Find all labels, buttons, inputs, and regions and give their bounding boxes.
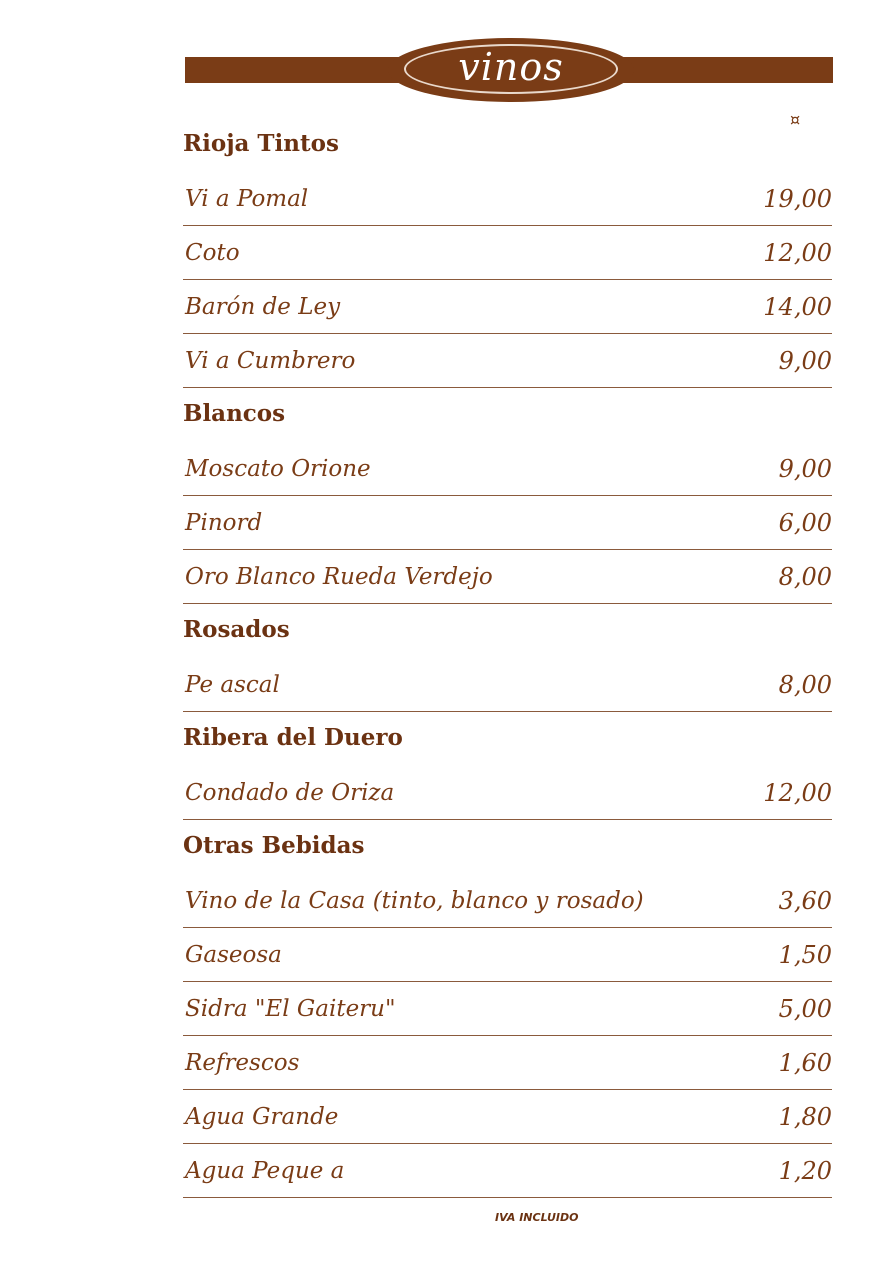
menu-item-row: [183, 1144, 832, 1198]
menu-item-row: [183, 982, 832, 1036]
menu-item-row: [183, 496, 832, 550]
menu-item-price: 5,00: [778, 994, 832, 1023]
menu-item-price: 9,00: [778, 454, 832, 483]
menu-item-price: 9,00: [778, 346, 832, 375]
menu-item-name: Agua Grande: [185, 1103, 339, 1130]
menu-item-price: 1,20: [778, 1156, 832, 1185]
menu-item-price: 12,00: [763, 778, 832, 807]
menu-item-name: Refrescos: [185, 1049, 300, 1076]
section-title: Blancos: [183, 400, 286, 427]
menu-item-price: 8,00: [778, 670, 832, 699]
menu-item-row: [183, 1090, 832, 1144]
menu-item-row: [183, 550, 832, 604]
menu-item-price: 12,00: [763, 238, 832, 267]
menu-item-row: [183, 658, 832, 712]
menu-item-name: Oro Blanco Rueda Verdejo: [185, 563, 493, 590]
menu-item-row: [183, 442, 832, 496]
section-title: Rosados: [183, 616, 290, 643]
menu-item-row: [183, 1036, 832, 1090]
menu-item-price: 1,50: [778, 940, 832, 969]
menu-item-price: 1,60: [778, 1048, 832, 1077]
menu-item-name: Vino de la Casa (tinto, blanco y rosado): [185, 887, 644, 914]
menu-item-name: Coto: [185, 239, 240, 266]
tax-note: IVA INCLUIDO: [495, 1211, 579, 1224]
menu-item-row: [183, 172, 832, 226]
menu-item-name: Agua Peque a: [185, 1157, 345, 1184]
page-title: vinos: [458, 45, 564, 89]
menu-item-row: [183, 766, 832, 820]
menu-item-price: 1,80: [778, 1102, 832, 1131]
menu-item-price: 3,60: [778, 886, 832, 915]
menu-item-row: [183, 334, 832, 388]
section-title: Otras Bebidas: [183, 832, 365, 859]
menu-item-row: [183, 928, 832, 982]
menu-item-price: 8,00: [778, 562, 832, 591]
menu-content: [183, 118, 832, 1198]
menu-item-row: [183, 874, 832, 928]
menu-item-row: [183, 226, 832, 280]
menu-item-price: 19,00: [763, 184, 832, 213]
menu-item-name: Sidra "El Gaiteru": [185, 995, 396, 1022]
menu-item-name: Gaseosa: [185, 941, 282, 968]
menu-item-name: Vi a Cumbrero: [185, 347, 356, 374]
menu-item-price: 6,00: [778, 508, 832, 537]
currency-symbol: ¤: [790, 110, 801, 129]
section-title: Ribera del Duero: [183, 724, 403, 751]
menu-item-name: Barón de Ley: [185, 293, 341, 320]
menu-item-price: 14,00: [763, 292, 832, 321]
menu-item-name: Vi a Pomal: [185, 185, 309, 212]
menu-item-name: Pinord: [185, 509, 263, 536]
menu-item-name: Condado de Oriza: [185, 779, 395, 806]
menu-item-row: [183, 280, 832, 334]
menu-item-name: Moscato Orione: [185, 455, 371, 482]
menu-item-name: Pe ascal: [185, 671, 280, 698]
section-title: Rioja Tintos: [183, 130, 339, 157]
